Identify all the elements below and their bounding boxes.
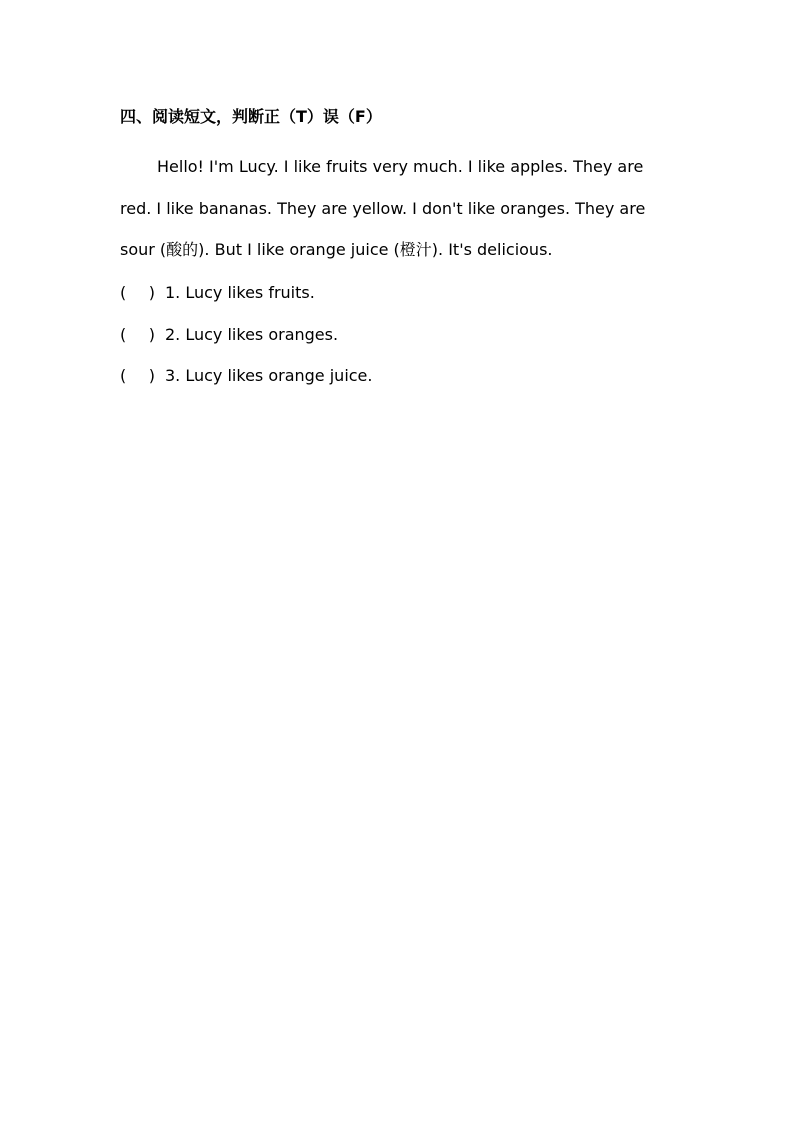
answer-blank[interactable] [120,276,165,318]
close-paren: ) [148,366,155,385]
open-paren: ( [120,283,127,302]
passage-line: sour (酸的). But I like orange juice (橙汁). It's delicious. [120,240,553,259]
question-list [120,276,372,401]
question-text: 2. Lucy likes oranges. [165,324,339,344]
question-item [120,318,372,360]
answer-blank[interactable] [120,359,165,401]
close-paren: ) [148,324,155,344]
open-paren: ( [120,366,127,385]
open-paren: ( [120,324,127,344]
question-text: 3. Lucy likes orange juice. [165,366,373,385]
answer-blank[interactable] [120,318,165,360]
passage-line: red. I like bananas. They are yellow. I don't like oranges. They are [120,198,646,218]
passage-line: Hello! I'm Lucy. I like fruits very much. I like apples. They are [157,157,644,176]
reading-passage [120,150,680,275]
question-item [120,359,372,401]
close-paren: ) [148,283,155,302]
question-text: 1. Lucy likes fruits. [165,283,315,302]
section-heading: 四、阅读短文，判断正（T）误（F） [120,107,382,126]
question-item [120,276,372,318]
